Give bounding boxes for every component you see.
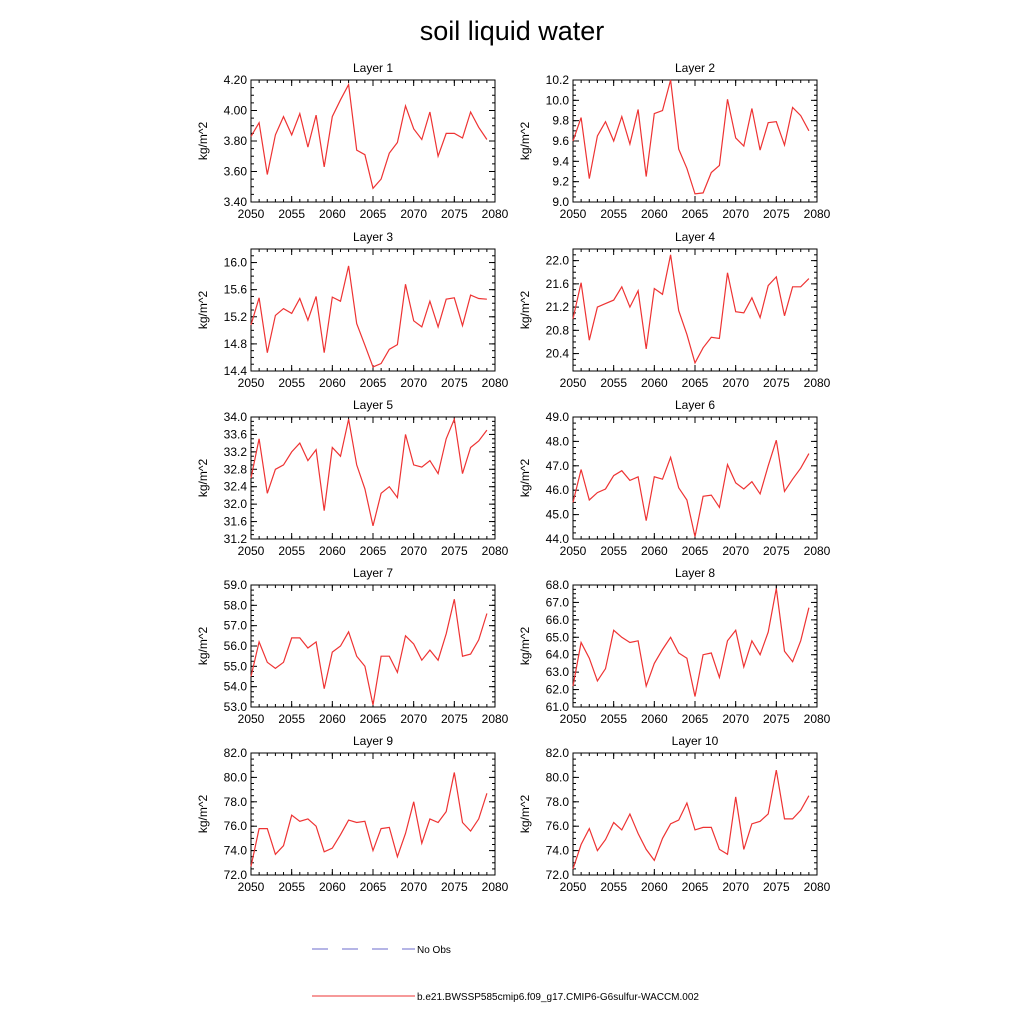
panel-title-layer-3: Layer 3 <box>352 230 394 244</box>
y-tick-label: 82.0 <box>545 746 569 760</box>
series-line-layer-3 <box>251 266 487 367</box>
x-tick-label: 2055 <box>278 712 306 726</box>
x-tick-label: 2050 <box>559 880 587 894</box>
y-tick-label: 44.0 <box>545 532 569 546</box>
x-tick-label: 2050 <box>559 207 587 221</box>
x-tick-label: 2080 <box>481 207 509 221</box>
x-tick-label: 2065 <box>681 712 709 726</box>
panel-layer-6 <box>518 398 831 558</box>
x-tick-label: 2060 <box>640 544 668 558</box>
panel-title-layer-7: Layer 7 <box>352 566 394 580</box>
y-tick-label: 61.0 <box>545 700 569 714</box>
x-tick-label: 2050 <box>237 880 265 894</box>
y-tick-label: 3.40 <box>223 195 247 209</box>
y-tick-label: 31.2 <box>223 532 247 546</box>
x-tick-label: 2065 <box>359 207 387 221</box>
x-tick-label: 2055 <box>600 880 628 894</box>
x-tick-label: 2065 <box>681 880 709 894</box>
y-tick-label: 72.0 <box>223 868 247 882</box>
x-tick-label: 2070 <box>722 544 750 558</box>
y-axis-label-layer-3: kg/m^2 <box>196 290 210 330</box>
figure-title: soil liquid water <box>419 16 605 46</box>
x-tick-label: 2060 <box>318 376 346 390</box>
y-tick-label: 20.8 <box>545 323 569 338</box>
y-axis-label-layer-9: kg/m^2 <box>196 794 210 834</box>
x-tick-label: 2050 <box>559 376 587 390</box>
x-tick-label: 2060 <box>318 712 346 726</box>
y-tick-label: 14.4 <box>223 364 247 378</box>
y-axis-label-layer-8: kg/m^2 <box>518 626 532 666</box>
x-tick-label: 2060 <box>318 880 346 894</box>
panel-layer-10 <box>518 734 831 894</box>
y-tick-label: 9.8 <box>552 113 569 128</box>
x-tick-label: 2080 <box>803 712 831 726</box>
x-tick-label: 2055 <box>278 544 306 558</box>
plot-frame-layer-10 <box>573 753 817 875</box>
y-tick-label: 56.0 <box>223 639 247 653</box>
y-axis-label-layer-5: kg/m^2 <box>196 458 210 498</box>
y-tick-label: 9.4 <box>552 154 569 169</box>
y-tick-label: 74.0 <box>223 843 247 858</box>
x-tick-label: 2065 <box>359 712 387 726</box>
y-tick-label: 55.0 <box>223 659 247 674</box>
panel-layer-1 <box>196 61 509 221</box>
x-tick-label: 2070 <box>400 712 428 726</box>
y-tick-label: 14.8 <box>223 336 247 351</box>
x-tick-label: 2065 <box>681 376 709 390</box>
x-tick-label: 2070 <box>722 880 750 894</box>
plot-frame-layer-1 <box>251 80 495 202</box>
x-tick-label: 2065 <box>359 544 387 558</box>
y-tick-label: 3.60 <box>223 164 247 179</box>
panel-layer-7 <box>196 566 509 726</box>
x-tick-label: 2050 <box>237 544 265 558</box>
panel-title-layer-6: Layer 6 <box>674 398 716 412</box>
y-axis-label-layer-10: kg/m^2 <box>518 794 532 834</box>
y-tick-label: 32.8 <box>223 462 247 477</box>
y-tick-label: 45.0 <box>545 507 569 522</box>
x-tick-label: 2055 <box>600 207 628 221</box>
x-tick-label: 2080 <box>803 544 831 558</box>
legend-label-no-obs: No Obs <box>417 945 451 956</box>
x-tick-label: 2070 <box>400 544 428 558</box>
y-tick-label: 15.6 <box>223 282 247 297</box>
x-tick-label: 2080 <box>481 712 509 726</box>
y-tick-label: 4.00 <box>223 103 247 118</box>
y-tick-label: 32.0 <box>223 497 247 512</box>
series-line-layer-2 <box>573 80 809 194</box>
y-tick-label: 31.6 <box>223 514 247 529</box>
x-tick-label: 2060 <box>640 207 668 221</box>
x-tick-label: 2060 <box>640 712 668 726</box>
panel-title-layer-4: Layer 4 <box>674 230 716 244</box>
x-tick-label: 2060 <box>318 544 346 558</box>
y-tick-label: 72.0 <box>545 868 569 882</box>
y-tick-label: 46.0 <box>545 483 569 498</box>
y-tick-label: 48.0 <box>545 434 569 449</box>
y-tick-label: 9.0 <box>552 195 569 209</box>
y-tick-label: 3.80 <box>223 134 247 148</box>
x-tick-label: 2075 <box>440 207 468 221</box>
x-tick-label: 2080 <box>803 376 831 390</box>
plot-frame-layer-2 <box>573 80 817 202</box>
series-line-layer-6 <box>573 440 809 536</box>
plot-frame-layer-9 <box>251 753 495 875</box>
legend <box>312 945 699 1003</box>
y-tick-label: 33.6 <box>223 427 247 442</box>
x-tick-label: 2055 <box>278 880 306 894</box>
x-tick-label: 2080 <box>481 544 509 558</box>
x-tick-label: 2050 <box>237 207 265 221</box>
y-tick-label: 59.0 <box>223 578 247 592</box>
y-tick-label: 10.2 <box>545 73 569 87</box>
y-tick-label: 78.0 <box>545 794 569 809</box>
x-tick-label: 2060 <box>640 376 668 390</box>
y-tick-label: 49.0 <box>545 410 569 424</box>
panel-title-layer-10: Layer 10 <box>671 734 719 748</box>
panel-layer-2 <box>518 61 831 221</box>
panel-title-layer-5: Layer 5 <box>352 398 394 412</box>
y-tick-label: 9.2 <box>552 174 569 189</box>
x-tick-label: 2055 <box>600 712 628 726</box>
y-tick-label: 4.20 <box>223 73 247 87</box>
x-tick-label: 2075 <box>440 880 468 894</box>
plot-frame-layer-4 <box>573 249 817 371</box>
x-tick-label: 2075 <box>440 544 468 558</box>
y-tick-label: 64.0 <box>545 647 569 662</box>
y-axis-label-layer-1: kg/m^2 <box>196 121 210 161</box>
y-tick-label: 33.2 <box>223 444 247 459</box>
y-tick-label: 80.0 <box>223 770 247 785</box>
x-tick-label: 2070 <box>400 376 428 390</box>
y-tick-label: 47.0 <box>545 458 569 473</box>
x-tick-label: 2055 <box>278 376 306 390</box>
x-tick-label: 2080 <box>803 207 831 221</box>
x-tick-label: 2080 <box>481 376 509 390</box>
y-tick-label: 9.6 <box>552 134 569 148</box>
y-tick-label: 76.0 <box>545 819 569 834</box>
y-tick-label: 15.2 <box>223 309 247 324</box>
y-tick-label: 82.0 <box>223 746 247 760</box>
y-tick-label: 65.0 <box>545 630 569 645</box>
panel-title-layer-9: Layer 9 <box>352 734 394 748</box>
panels-grid <box>196 61 831 894</box>
y-tick-label: 63.0 <box>545 665 569 680</box>
x-tick-label: 2055 <box>278 207 306 221</box>
series-line-layer-8 <box>573 589 809 697</box>
x-tick-label: 2070 <box>722 712 750 726</box>
plot-frame-layer-6 <box>573 417 817 539</box>
y-tick-label: 68.0 <box>545 578 569 592</box>
x-tick-label: 2070 <box>400 880 428 894</box>
y-axis-label-layer-7: kg/m^2 <box>196 626 210 666</box>
y-axis-label-layer-4: kg/m^2 <box>518 290 532 330</box>
x-tick-label: 2070 <box>400 207 428 221</box>
panel-layer-9 <box>196 734 509 894</box>
series-line-layer-10 <box>573 770 809 869</box>
x-tick-label: 2055 <box>600 376 628 390</box>
x-tick-label: 2050 <box>237 376 265 390</box>
x-tick-label: 2065 <box>359 880 387 894</box>
x-tick-label: 2080 <box>803 880 831 894</box>
series-line-layer-7 <box>251 599 487 705</box>
plot-frame-layer-8 <box>573 585 817 707</box>
x-tick-label: 2075 <box>440 376 468 390</box>
x-tick-label: 2065 <box>359 376 387 390</box>
panel-layer-8 <box>518 566 831 726</box>
series-line-layer-4 <box>573 255 809 363</box>
x-tick-label: 2075 <box>440 712 468 726</box>
plot-frame-layer-5 <box>251 417 495 539</box>
x-tick-label: 2065 <box>681 207 709 221</box>
y-tick-label: 34.0 <box>223 410 247 424</box>
series-line-layer-1 <box>251 85 487 189</box>
series-line-layer-5 <box>251 419 487 526</box>
x-tick-label: 2075 <box>762 712 790 726</box>
legend-entry-model-run <box>312 992 699 1003</box>
y-tick-label: 21.6 <box>545 276 569 291</box>
y-tick-label: 67.0 <box>545 595 569 610</box>
legend-label-model-run: b.e21.BWSSP585cmip6.f09_g17.CMIP6-G6sulfur-WACCM.002 <box>417 992 699 1003</box>
x-tick-label: 2075 <box>762 207 790 221</box>
x-tick-label: 2075 <box>762 880 790 894</box>
y-axis-label-layer-6: kg/m^2 <box>518 458 532 498</box>
legend-entry-no-obs <box>312 945 451 956</box>
x-tick-label: 2050 <box>559 544 587 558</box>
x-tick-label: 2050 <box>237 712 265 726</box>
y-tick-label: 21.2 <box>545 300 569 315</box>
y-tick-label: 10.0 <box>545 93 569 108</box>
x-tick-label: 2060 <box>640 880 668 894</box>
x-tick-label: 2070 <box>722 207 750 221</box>
x-tick-label: 2080 <box>481 880 509 894</box>
panel-layer-3 <box>196 230 509 390</box>
series-line-layer-9 <box>251 773 487 867</box>
y-tick-label: 57.0 <box>223 618 247 633</box>
y-tick-label: 80.0 <box>545 770 569 785</box>
x-tick-label: 2075 <box>762 544 790 558</box>
panel-layer-5 <box>196 398 509 558</box>
x-tick-label: 2065 <box>681 544 709 558</box>
x-tick-label: 2055 <box>600 544 628 558</box>
y-tick-label: 76.0 <box>223 819 247 834</box>
y-tick-label: 66.0 <box>545 612 569 627</box>
x-tick-label: 2075 <box>762 376 790 390</box>
panel-title-layer-2: Layer 2 <box>674 61 716 75</box>
panel-title-layer-1: Layer 1 <box>352 61 394 75</box>
x-tick-label: 2060 <box>318 207 346 221</box>
y-tick-label: 78.0 <box>223 794 247 809</box>
y-tick-label: 16.0 <box>223 255 247 270</box>
y-axis-label-layer-2: kg/m^2 <box>518 121 532 161</box>
y-tick-label: 20.4 <box>545 346 569 361</box>
y-tick-label: 53.0 <box>223 700 247 714</box>
plot-frame-layer-7 <box>251 585 495 707</box>
x-tick-label: 2050 <box>559 712 587 726</box>
y-tick-label: 32.4 <box>223 479 247 494</box>
y-tick-label: 74.0 <box>545 843 569 858</box>
y-tick-label: 22.0 <box>545 253 569 268</box>
y-tick-label: 62.0 <box>545 682 569 697</box>
panel-layer-4 <box>518 230 831 390</box>
y-tick-label: 54.0 <box>223 679 247 694</box>
y-tick-label: 58.0 <box>223 598 247 613</box>
x-tick-label: 2070 <box>722 376 750 390</box>
panel-title-layer-8: Layer 8 <box>674 566 716 580</box>
